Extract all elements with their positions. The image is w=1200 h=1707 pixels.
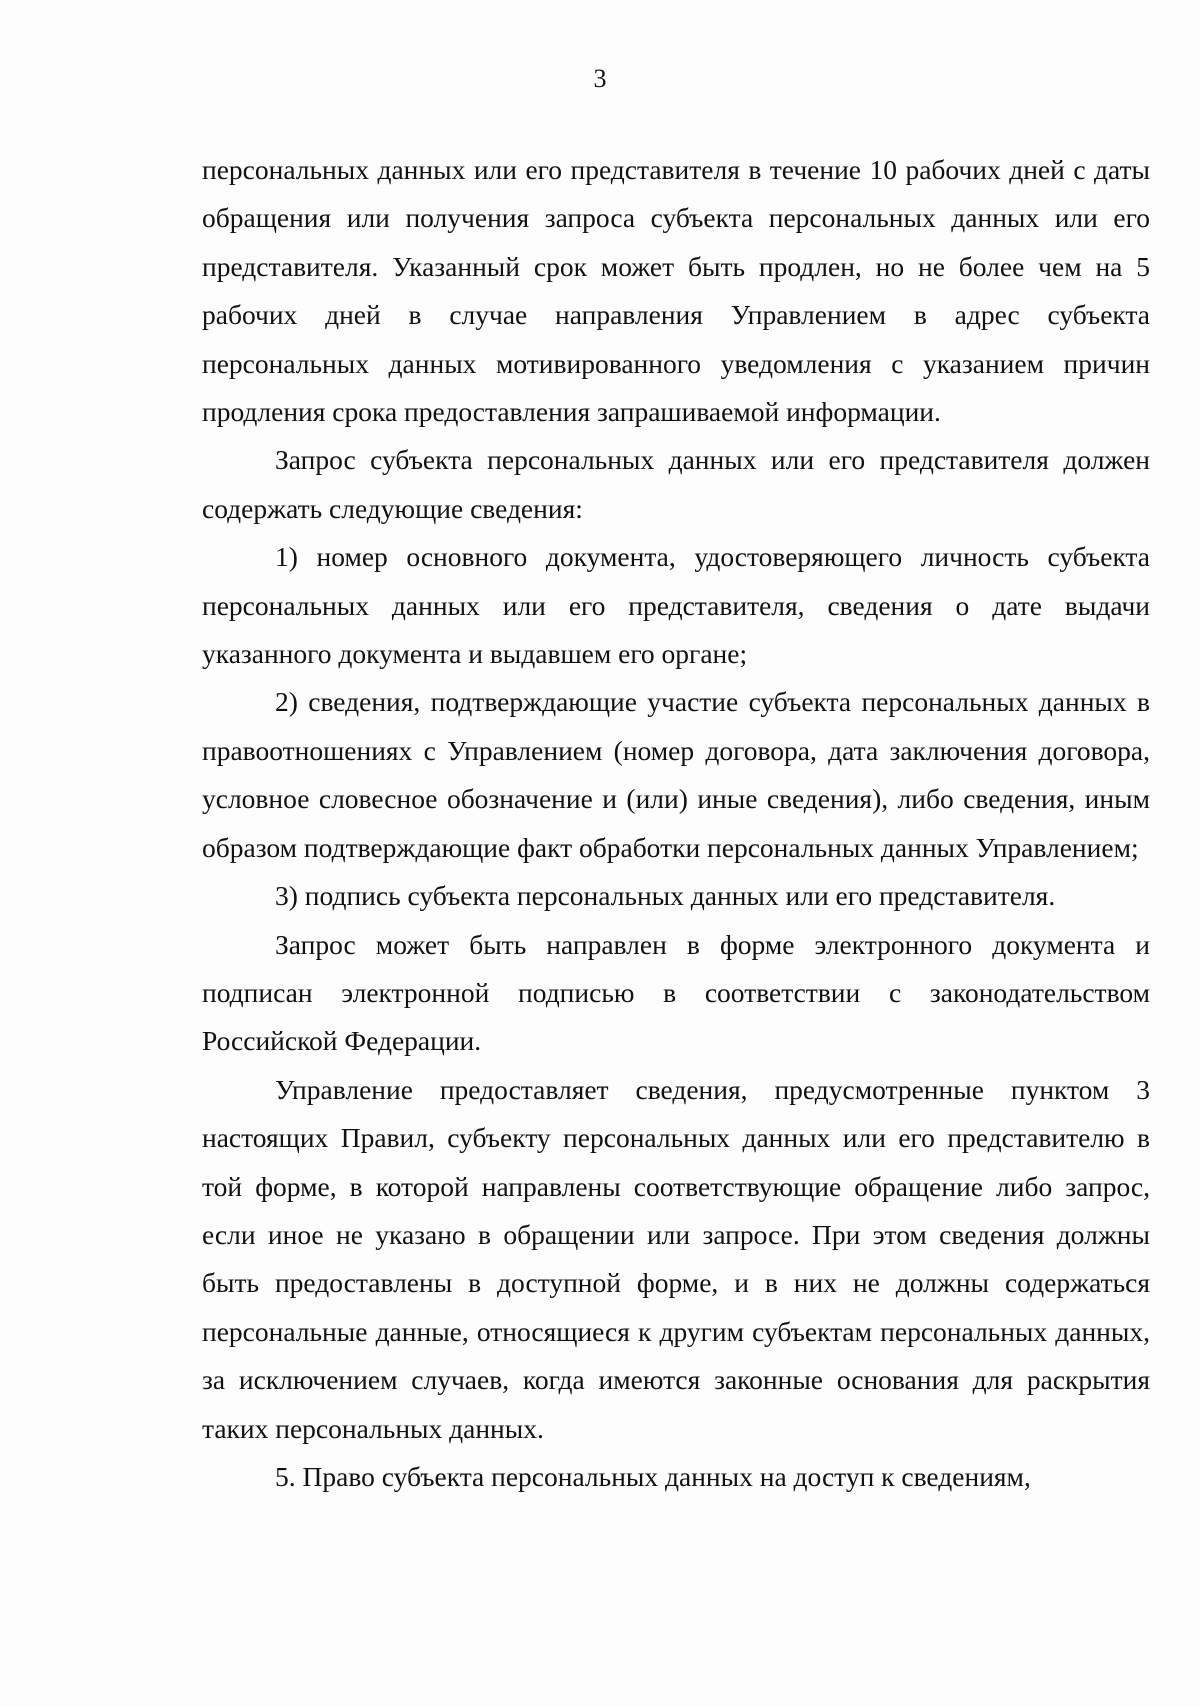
paragraph-item-2: 2) сведения, подтверждающие участие субъекта персональных данных в правоотношениях с Управлением (номер договора, дата заключения договора, условное словесное обозначение и (или) иные сведения), либо сведения, иным образом подтверждающие факт обработки персональных данных Управлением; [202, 686, 1150, 863]
paragraph-provision-of-information: Управление предоставляет сведения, предусмотренные пунктом 3 настоящих Правил, субъекту персональных данных или его представителю в той форме, в которой направлены соответствующие обращение либо запрос, если иное не указано в обращении или запросе. При этом сведения должны быть предоставлены в доступной форме, и в них не должны содержаться персональные данные, относящиеся к другим субъектам персональных данных, за исключением случаев, когда имеются законные основания для раскрытия таких персональных данных. [202, 1073, 1150, 1444]
document-body [202, 146, 1150, 1501]
paragraph-item-3: 3) подпись субъекта персональных данных или его представителя. [275, 880, 1056, 912]
paragraph-item-1: 1) номер основного документа, удостоверяющего личность субъекта персональных данных или его представителя, сведения о дате выдачи указанного документа и выдавшем его органе; [202, 541, 1150, 670]
paragraph-request-content: Запрос субъекта персональных данных или его представителя должен содержать следующие сведения: [202, 444, 1150, 524]
paragraph-section-5: 5. Право субъекта персональных данных на доступ к сведениям, [275, 1460, 1031, 1492]
page-number: 3 [593, 64, 607, 93]
paragraph-continuation: персональных данных или его представителя в течение 10 рабочих дней с даты обращения или получения запроса субъекта персональных данных или его представителя. Указанный срок может быть продлен, но не более чем на 5 рабочих дней в случае направления Управлением в адрес субъекта персональных данных мотивированного уведомления с указанием причин продления срока предоставления запрашиваемой информации. [202, 154, 1150, 428]
paragraph-electronic-request: Запрос может быть направлен в форме электронного документа и подписан электронной подписью в соответствии с законодательством Российской Федерации. [202, 928, 1150, 1057]
